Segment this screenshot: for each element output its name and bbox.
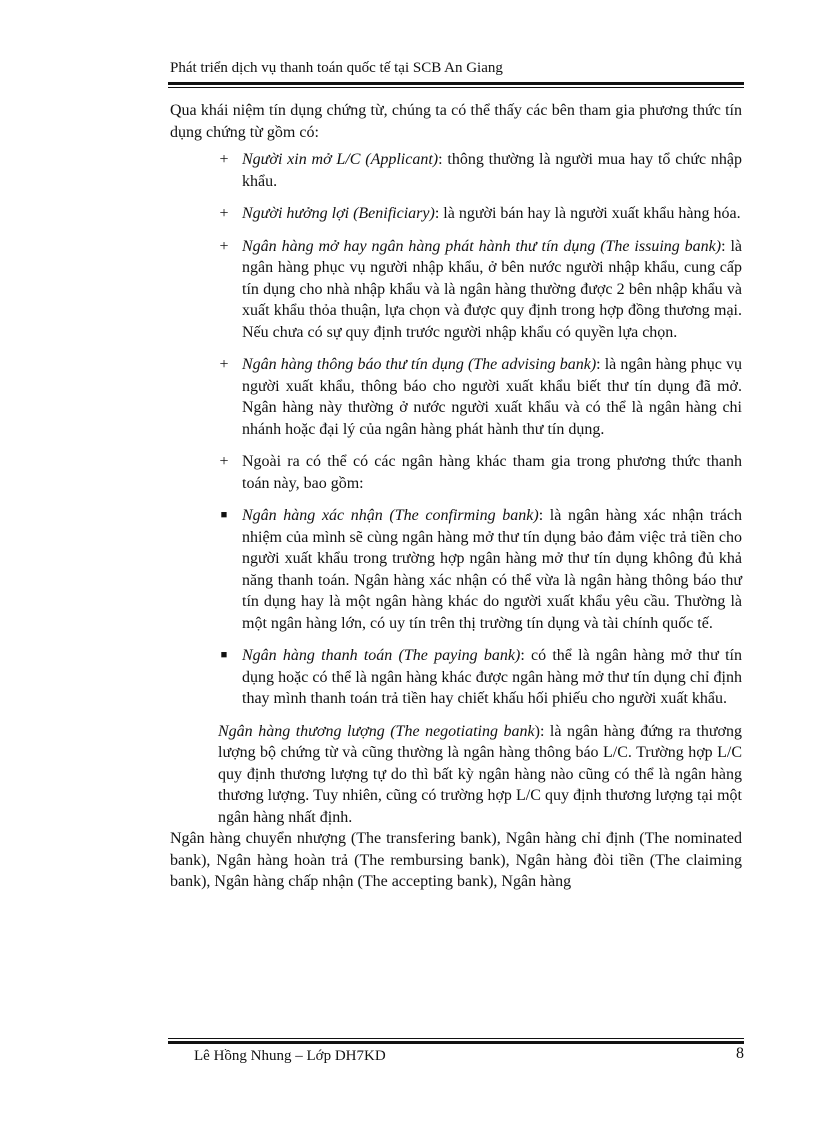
- header-divider: [168, 82, 744, 88]
- closing-paragraph: Ngân hàng chuyển nhượng (The transfering bank), Ngân hàng chỉ định (The nominated bank), Ngân hàng hoàn trả (The rembursing bank), Ngân hàng đòi tiền (The claiming bank), Ngân hàng chấp nhận (The accepting bank), Ngân hàng: [170, 830, 742, 890]
- square-bullet-icon: ■: [220, 509, 228, 521]
- party-description: : là ngân hàng xác nhận trách nhiệm của mình sẽ cùng ngân hàng mở thư tín dụng bảo đảm việc trả tiền cho người xuất khẩu trong trường hợp ngân hàng mở thư tín dụng không đủ khả năng thanh toán. Ngân hàng xác nhận có thể vừa là ngân hàng thông báo thư tín dụng hay là một ngân hàng khác do người xuất khẩu yêu cầu. Thường là một ngân hàng lớn, có uy tín trên thị trường tín dụng và tài chính quốc tế.: [242, 507, 742, 632]
- square-bullet-icon: ■: [220, 649, 228, 661]
- footer-divider: [168, 1038, 744, 1044]
- party-description: Ngoài ra có thể có các ngân hàng khác tham gia trong phương thức thanh toán này, bao gồm:: [242, 453, 742, 492]
- party-applicant: [170, 149, 742, 192]
- party-description: : có thể là ngân hàng mở thư tín dụng hoặc có thể là ngân hàng khác được ngân hàng mở thư tín dụng chỉ định thay mình thanh toán trả tiền hay chiết khấu hối phiếu cho người xuất khẩu.: [242, 647, 742, 707]
- party-description: : là ngân hàng phục vụ người nhập khẩu, ở bên nước người nhập khẩu, cung cấp tín dụng cho nhà nhập khẩu và là ngân hàng thường được 2 bên nhập khẩu và xuất khẩu thỏa thuận, lựa chọn và được quy định trong hợp đồng thương mại. Nếu chưa có sự quy định trước người nhập khẩu có quyền lựa chọn.: [242, 237, 742, 341]
- party-title: Ngân hàng thanh toán (The paying bank): [242, 647, 521, 664]
- party-paying-bank: [170, 645, 742, 710]
- party-description: : thông thường là người mua hay tổ chức nhập khẩu.: [242, 151, 743, 190]
- party-confirming-bank: [170, 505, 742, 634]
- party-title: Ngân hàng xác nhận (The confirming bank): [242, 507, 539, 524]
- negotiating-description: ): là ngân hàng đứng ra thương lượng bộ chứng từ và cũng thường là ngân hàng thông báo L/C. Trường hợp L/C quy định thương lượng tự do thì bất kỳ ngân hàng nào cũng có thể là ngân hàng thương lượng. Tuy nhiên, cũng có trường hợp L/C quy định thương lượng tại một ngân hàng nhất định.: [218, 722, 743, 826]
- party-beneficiary: [170, 203, 742, 225]
- intro-paragraph: Qua khái niệm tín dụng chứng từ, chúng ta có thể thấy các bên tham gia phương thức tín dụng chứng từ gồm có:: [170, 102, 742, 141]
- party-description: : là người bán hay là người xuất khẩu hàng hóa.: [434, 205, 741, 222]
- page-number: 8: [736, 1045, 744, 1062]
- plus-bullet-icon: +: [219, 453, 229, 470]
- party-description: : là ngân hàng phục vụ người xuất khẩu, thông báo cho người xuất khẩu biết thư tín dụng đã mở. Ngân hàng này thường ở nước người xuất khẩu và có thể là ngân hàng chi nhánh hoặc đại lý của ngân hàng phát hành thư tín dụng.: [242, 356, 743, 438]
- party-advising-bank: [170, 354, 742, 440]
- party-title: Ngân hàng mở hay ngân hàng phát hành thư tín dụng (The issuing bank): [242, 237, 722, 255]
- plus-bullet-icon: +: [219, 205, 229, 222]
- plus-bullet-icon: +: [219, 237, 229, 255]
- party-other-banks: [170, 451, 742, 494]
- footer-author: Lê Hồng Nhung – Lớp DH7KD: [194, 1048, 386, 1064]
- plus-bullet-icon: +: [219, 151, 229, 168]
- negotiating-bank-paragraph: [170, 721, 742, 829]
- party-title: Người xin mở L/C (Applicant): [242, 151, 439, 168]
- document-body: [170, 100, 742, 893]
- negotiating-title: Ngân hàng thương lượng (The negotiating bank: [218, 722, 535, 740]
- plus-bullet-icon: +: [219, 356, 229, 373]
- party-title: Người hưởng lợi (Benificiary): [242, 205, 435, 222]
- page-header: Phát triển dịch vụ thanh toán quốc tế tại SCB An Giang: [170, 60, 503, 76]
- party-issuing-bank: [170, 236, 742, 344]
- party-title: Ngân hàng thông báo thư tín dụng (The advising bank): [242, 356, 597, 373]
